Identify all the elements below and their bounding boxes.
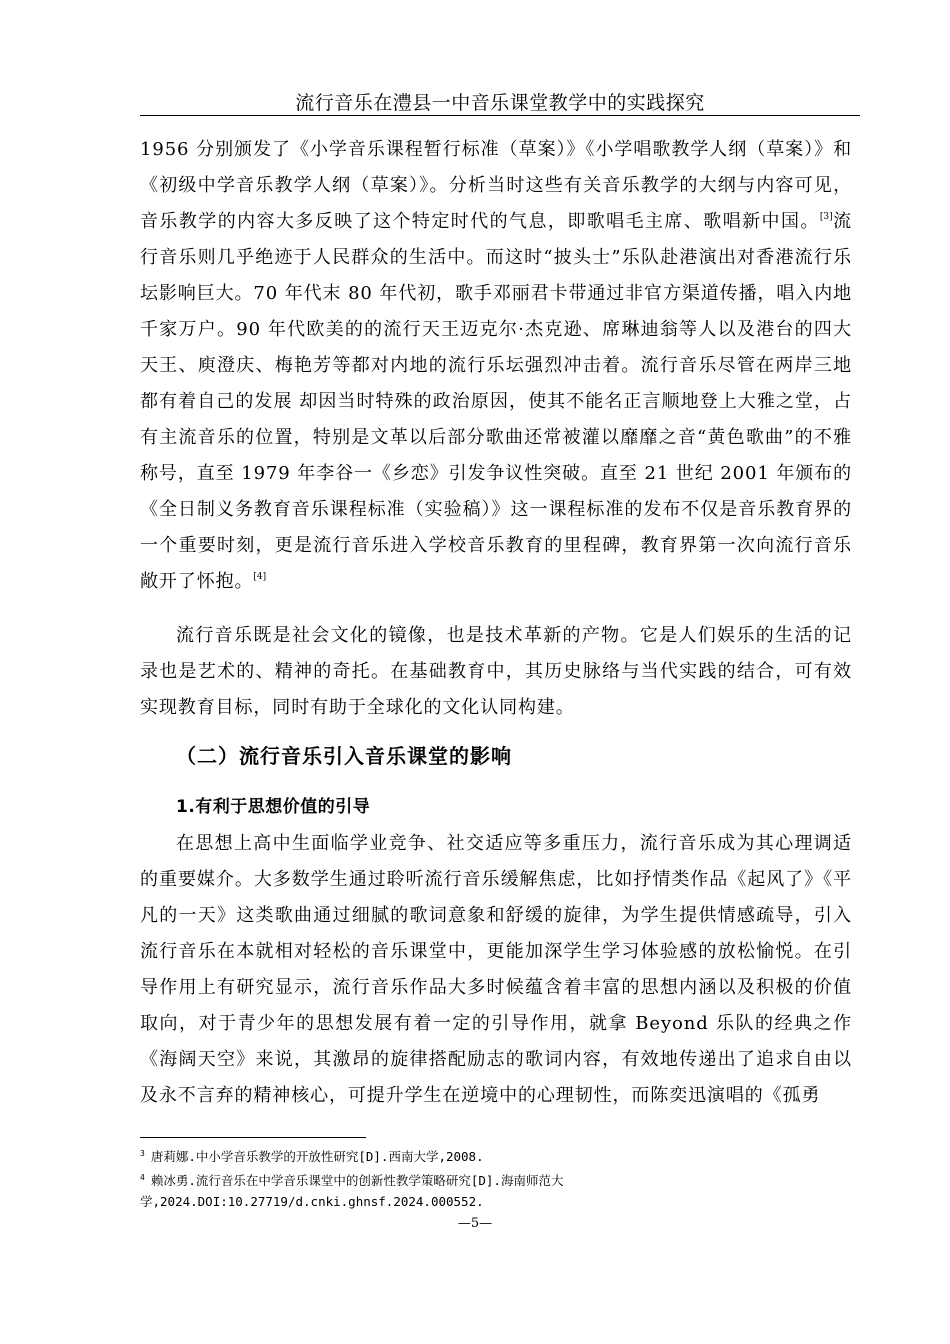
running-header: 流行音乐在澧县一中音乐课堂教学中的实践探究 <box>295 92 705 114</box>
citation-ref-3[interactable]: [3] <box>819 212 833 222</box>
footnote-text: 唐莉娜.中小学音乐教学的开放性研究[D].西南大学,2008. <box>150 1149 484 1164</box>
footnote-mark: 4 <box>140 1173 145 1182</box>
subsection-heading: 1.有利于思想价值的引导 <box>176 797 371 817</box>
footnote-3 <box>140 1143 852 1167</box>
footnote-separator <box>140 1137 366 1138</box>
footnote-mark: 3 <box>140 1149 145 1158</box>
section-heading: （二）流行音乐引入音乐课堂的影响 <box>176 744 512 768</box>
footnote-text: 赖冰勇.流行音乐在中学音乐课堂中的创新性教学策略研究[D].海南师范大学,2024.DOI:10.27719/d.cnki.ghnsf.2024.000552. <box>140 1173 564 1209</box>
body-paragraph-3: 在思想上高中生面临学业竞争、社交适应等多重压力，流行音乐成为其心理调适的重要媒介。大多数学生通过聆听流行音乐缓解焦虑，比如抒情类作品《起风了》《平凡的一天》这类歌曲通过细腻的歌词意象和舒缓的旋律，为学生提供情感疏导，引入流行音乐在本就相对轻松的音乐课堂中，更能加深学生学习体验感的放松愉悦。在引导作用上有研究显示，流行音乐作品大多时候蕴含着丰富的思想内涵以及积极的价值取向，对于青少年的思想发展有着一定的引导作用，就拿 Beyond 乐队的经典之作《海阔天空》来说，其激昂的旋律搭配励志的歌词内容，有效地传递出了追求自由以及永不言弃的精神核心，可提升学生在逆境中的心理韧性，而陈奕迅演唱的《孤勇 <box>140 833 852 1106</box>
page-number: —5— <box>457 1216 493 1231</box>
paragraph-1-text-a: 1956 分别颁发了《小学音乐课程暂行标准（草案）》《小学唱歌教学人纲（草案）》和《初级中学音乐教学人纲（草案）》。分析当时这些有关音乐教学的大纲与内容可见，音乐教学的内容大多反映了这个特定时代的气息，即歌唱毛主席、歌唱新中国。 <box>140 139 852 232</box>
paragraph-1-text-b: 流行音乐则几乎绝迹于人民群众的生活中。而这时“披头士”乐队赴港演出对香港流行乐坛影响巨大。70 年代末 80 年代初，歌手邓丽君卡带通过非官方渠道传播，唱入内地千家万户。90 年代欧美的的流行天王迈克尔·杰克逊、席琳迪翁等人以及港台的四大天王、庾澄庆、梅艳芳等都对内地的流行乐坛强烈冲击着。流行音乐尽管在两岸三地都有着自己的发展 却因当时特殊的政治原因，使其不能名正言顺地登上大雅之堂，占有主流音乐的位置，特别是文革以后部分歌曲还常被灌以靡靡之音“黄色歌曲”的不雅称号，直至 1979 年李谷一《乡恋》引发争议性突破。直至 21 世纪 2001 年颁布的《全日制义务教育音乐课程标准（实验稿）》这一课程标准的发布不仅是音乐教育界的一个重要时刻，更是流行音乐进入学校音乐教育的里程碑，教育界第一次向流行音乐敞开了怀抱。 <box>140 211 853 592</box>
citation-ref-4[interactable]: [4] <box>253 572 267 582</box>
body-paragraph-1 <box>140 132 852 600</box>
header-rule <box>140 115 860 116</box>
footnotes <box>140 1143 852 1212</box>
body-paragraph-2: 流行音乐既是社会文化的镜像，也是技术革新的产物。它是人们娱乐的生活的记录也是艺术的、精神的奇托。在基础教育中，其历史脉络与当代实践的结合，可有效实现教育目标，同时有助于全球化的文化认同构建。 <box>140 625 852 718</box>
footnote-4 <box>140 1167 852 1212</box>
